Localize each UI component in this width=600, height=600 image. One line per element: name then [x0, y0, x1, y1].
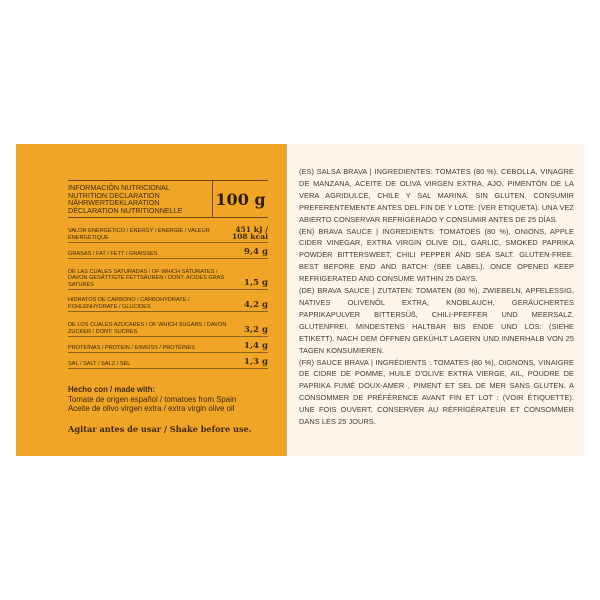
nutrition-title-fr: DÉCLARATION NUTRITIONNELLE: [68, 205, 183, 215]
nutrition-row-fat: [68, 243, 268, 259]
nutrition-titles: [68, 181, 212, 217]
nutrition-value: 1,5 g: [244, 278, 268, 288]
ingredients-en: (EN) BRAVA SAUCE | INGREDIENTS: TOMATOES (80 %), ONIONS, APPLE CIDER VINEGAR, EXTRA VIRGIN OLIVE OIL, GARLIC, SMOKED PAPRIKA POWDER BITTERSWEET, CHILI PEPPER AND SEA SALT. GLUTEN-FREE. BEST BEFORE END AND BATCH: (SEE LABEL). ONCE OPENED KEEP REFRIGERATED AND CONSUME WITHIN 25 DAYS.: [299, 226, 574, 284]
nutrition-label: GRASAS / FAT / FETT / GRAISSES: [68, 250, 158, 257]
nutrition-row-salt: [68, 353, 268, 369]
nutrition-row-carbohydrate: [68, 290, 268, 312]
nutrition-row-saturates: [68, 259, 268, 290]
nutrition-label: SAL / SALT / SALZ / SEL: [68, 360, 131, 367]
nutrition-title-en: NUTRITION DECLARATION: [68, 190, 160, 200]
nutrition-value: 3,2 g: [244, 325, 268, 335]
ingredients-fr: (FR) SAUCE BRAVA | INGRÉDIENTS : TOMATES (80 %), OIGNONS, VINAIGRE DE CIDRE DE POMME, HUILE D'OLIVE EXTRA VIERGE, AIL, POUDRE DE PAPRIKA FUMÉ DOUX-AMER , PIMENT ET SEL DE MER SANS GLUTEN. A CONSOMMER DE PRÉFÉRENCE AVANT FIN ET LOT : (VOIR ÉTIQUETTE). UNE FOIS OUVERT, CONSERVER AU RÉFRIGÉRATEUR ET CONSOMMER DANS LES 25 JOURS.: [299, 357, 574, 427]
nutrition-header: [68, 180, 268, 218]
nutrition-value: 1,3 g: [244, 357, 268, 367]
made-with-line: Aceite de olivo virgen extra / extra virgin olive oil: [68, 404, 235, 414]
energy-kcal: 108 kcal: [231, 232, 268, 242]
energy-kj: 451 kJ /: [235, 224, 268, 234]
nutrition-label: DE LAS CUALES SATURADAS / OF WHICH SATURATES / DAVON GESÄTTIGTE FETTSÄUREN / DONT: ACIDES GRAS SATURÉS: [68, 268, 225, 288]
serving-amount: 100 g: [212, 181, 268, 217]
nutrition-value: 4,2 g: [244, 300, 268, 310]
nutrition-title-es: INFORMACIÓN NUTRICIONAL: [68, 183, 170, 192]
nutrition-value: [232, 226, 268, 241]
nutrition-panel: [16, 144, 286, 456]
shake-instruction: Agitar antes de usar / Shake before use.: [68, 423, 252, 434]
nutrition-value: 1,4 g: [244, 341, 268, 351]
nutrition-label: PROTEÍNAS / PROTEIN / EIWEISS / PROTÉINES: [68, 344, 195, 351]
product-label: [16, 144, 584, 456]
made-with-title: Hecho con / made with:: [68, 385, 156, 394]
ingredients-panel: [287, 144, 584, 456]
ingredients-de: (DE) BRAVA SAUCE | ZUTATEN: TOMATEN (80 %), ZWIEBELN, APFELESSIG, NATIVES OLIVENÖL EXTRA, KNOBLAUCH, GERÄUCHERTES PAPRIKAPULVER BITTERSÜß, CHILI-PFEFFER UND MEERSALZ. GLUTENFREI. MINDESTENS HALTBAR BIS ENDE UND LOS: (SIEHE ETIKETT). NACH DEM ÖFFNEN GEKÜHLT LAGERN UND INNERHALB VON 25 TAGEN KONSUMIEREN.: [299, 286, 574, 355]
made-with: [68, 385, 272, 414]
nutrition-row-protein: [68, 337, 268, 353]
nutrition-value: 9,4 g: [244, 247, 268, 257]
made-with-line: Tomate de origen español / tomatoes from Spain: [68, 394, 237, 404]
nutrition-label: HIDRATOS DE CARBONO / CARBOHYDRATE / KOHLENHYDRATE / GLUCIDES: [68, 297, 190, 310]
nutrition-row-energy: [68, 221, 268, 243]
nutrition-label: VALOR ENERGÉTICO / ENERGY / ENERGIE / VALEUR ÉNERGÉTIQUE: [68, 228, 210, 241]
ingredients-es: (ES) SALSA BRAVA | INGREDIENTES: TOMATES (80 %), CEBOLLA, VINAGRE DE MANZANA, ACEITE DE OLIVA VIRGEN EXTRA, AJO, PIMENTÓN DE LA VERA AGRIDULCE, CHILE Y SAL MARINA. SIN GLUTEN. CONSUMIR PREFERENTEMENTE ANTES DEL FIN DE Y LOTE: (VER ETIQUETA). UNA VEZ ABIERTO CONSERVAR REFRIGERADO Y CONSUMIR ANTES DE 25 DÍAS.: [299, 167, 574, 224]
nutrition-title-de: NÄHRWERTDEKLARATION: [68, 198, 160, 208]
nutrition-row-sugars: [68, 312, 268, 337]
nutrition-label: DE LOS CUALES AZÚCARES / OF WHICH SUGARS / DAVON ZUCKER / DONT: SUCRES: [68, 322, 227, 335]
